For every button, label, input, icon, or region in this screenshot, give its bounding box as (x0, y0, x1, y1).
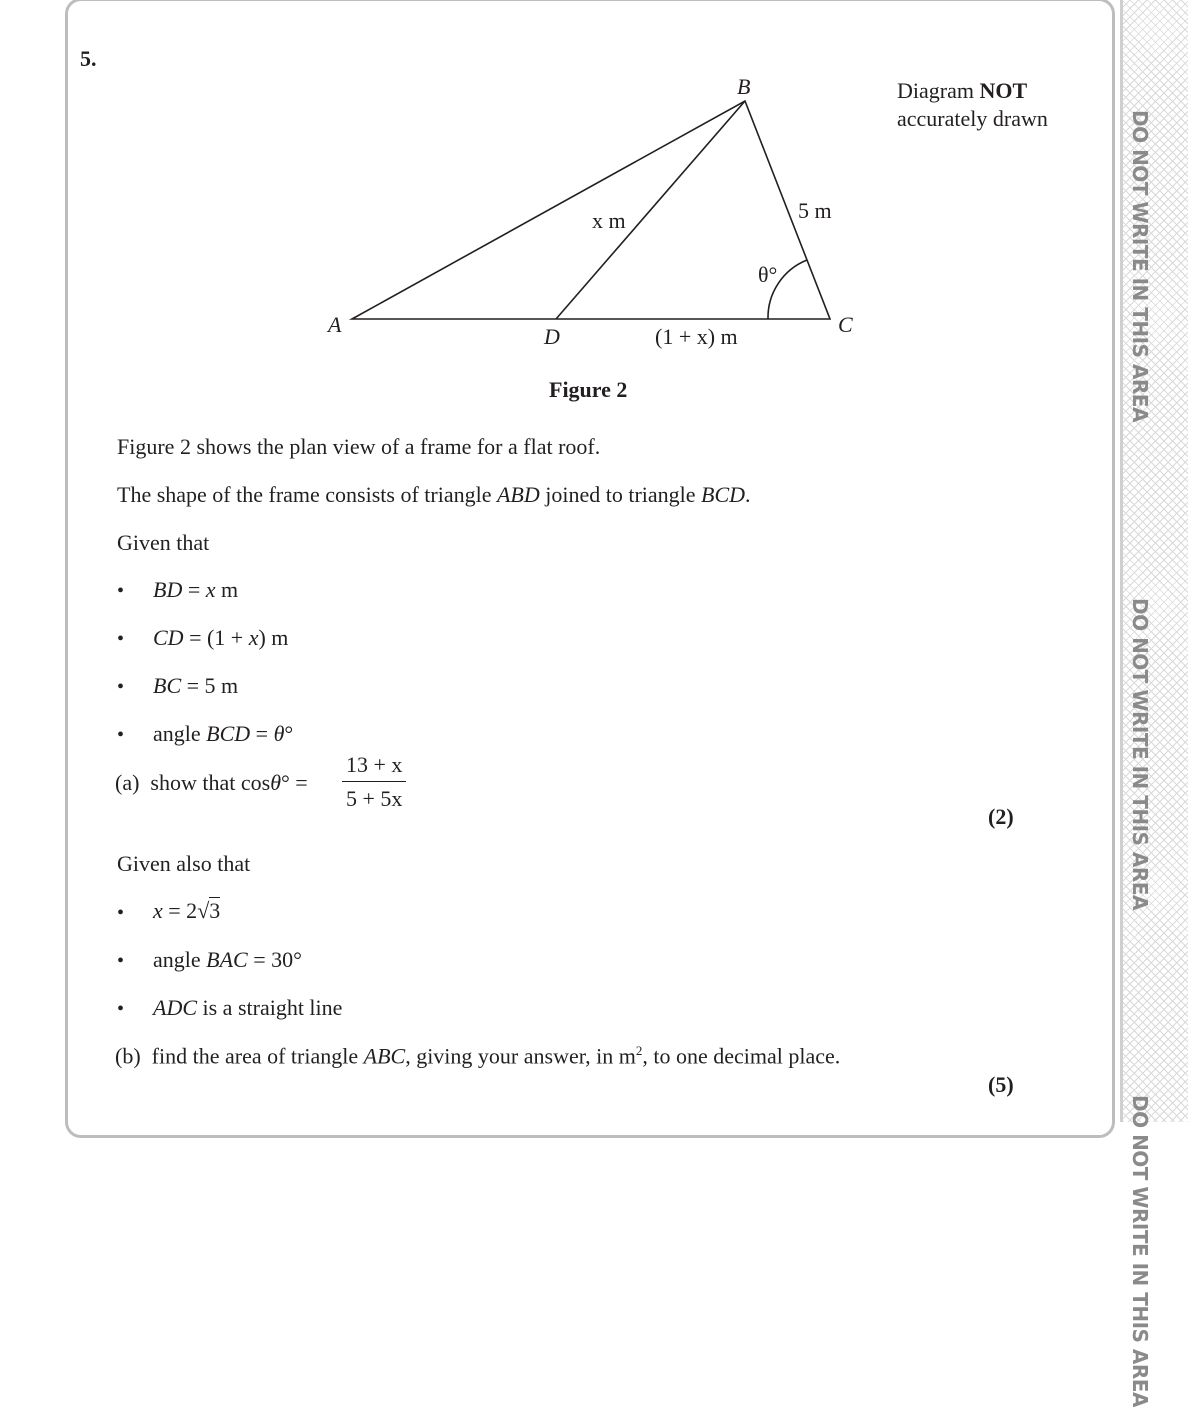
given-x: x = 2√3 (153, 898, 221, 923)
label-b: B (737, 74, 751, 99)
intro-text-2: The shape of the frame consists of triangle ABD joined to triangle BCD. (117, 482, 751, 507)
diagram-note: Diagram NOT (897, 78, 1028, 103)
label-angle: θ° (758, 262, 778, 287)
fraction-denominator: 5 + 5x (346, 786, 403, 811)
label-bd: x m (592, 208, 626, 233)
given-angle-bac: angle BAC = 30° (153, 947, 302, 972)
given-bc: BC = 5 m (153, 673, 239, 698)
given-heading: Given that (117, 530, 210, 555)
given-adc: ADC is a straight line (153, 995, 343, 1020)
fraction-numerator: 13 + x (342, 752, 406, 782)
marks-a: (2) (988, 804, 1014, 829)
bullet: • (117, 580, 125, 602)
given-bd: BD = x m (153, 577, 239, 602)
margin-warning: DO NOT WRITE IN THIS AREA (1128, 598, 1152, 910)
line-bd (556, 101, 745, 319)
margin-warning: DO NOT WRITE IN THIS AREA (1128, 110, 1152, 422)
diagram-note-line2: accurately drawn (897, 106, 1048, 131)
part-a: (a) show that cosθ° = (115, 770, 308, 795)
bullet: • (117, 950, 125, 972)
label-c: C (838, 312, 853, 337)
label-d: D (544, 324, 560, 349)
bullet: • (117, 998, 125, 1020)
label-cd: (1 + x) m (655, 324, 738, 349)
question-number: 5. (80, 46, 97, 71)
part-b: (b) find the area of triangle ABC, giving your answer, in $m^2$, to one decimal place. (115, 1043, 841, 1069)
margin-warning: DO NOT WRITE IN THIS AREA (1128, 1095, 1152, 1407)
intro-text: Figure 2 shows the plan view of a frame for a flat roof. (117, 434, 601, 459)
label-bc: 5 m (798, 198, 832, 223)
bullet: • (117, 902, 125, 924)
marks-b: (5) (988, 1072, 1014, 1097)
bullet: • (117, 676, 125, 698)
bullet: • (117, 724, 125, 746)
label-a: A (328, 312, 342, 337)
given-cd: CD = (1 + x) m (153, 625, 289, 650)
bullet: • (117, 628, 125, 650)
fraction (342, 752, 406, 812)
given-also-heading: Given also that (117, 851, 251, 876)
figure-caption: Figure 2 (549, 377, 628, 402)
given-angle-bcd: angle BCD = θ° (153, 721, 294, 746)
